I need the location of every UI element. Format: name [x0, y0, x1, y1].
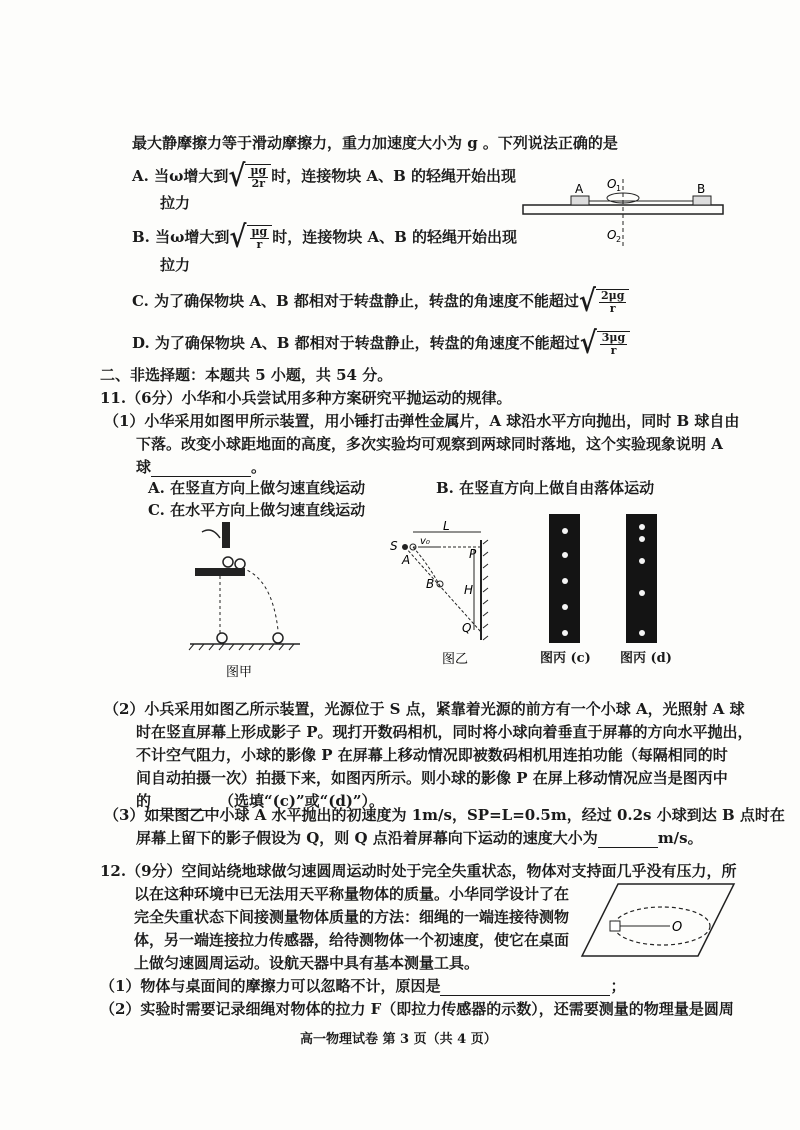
q12-p2: （2）实验时需要记录细绳对物体的拉力 F（即拉力传感器的示数），还需要测量的物理量是圆周 — [100, 1000, 734, 1018]
q11-p3-line1: （3）如果图乙中小球 A 水平抛出的初速度为 1m/s，SP=L=0.5m，经过 0.2s 小球到达 B 点时在 — [104, 806, 785, 824]
q10-option-c: C. 为了确保物块 A、B 都相对于转盘静止，转盘的角速度不能超过 √ $\frac{2\mu g}{r}$ — [132, 289, 629, 315]
block-a — [571, 196, 589, 205]
q11-p2-line5: 的 （选填“(c)”或“(d)”）。 — [136, 792, 385, 810]
dot — [639, 558, 645, 564]
intro-text: 最大静摩擦力等于滑动摩擦力，重力加速度大小为 g 。下列说法正确的是 — [132, 134, 618, 152]
label-o1: O — [607, 177, 617, 191]
label-o1-sub: 1 — [616, 184, 622, 193]
q11-p2-line2: 时在竖直屏幕上形成影子 P。现打开数码相机，同时将小球向着垂直于屏幕的方向水平抛出， — [136, 723, 753, 741]
caption-yi: 图乙 — [442, 652, 469, 667]
strip-d — [626, 514, 657, 643]
label-o2: O — [607, 228, 617, 242]
q12-line2: 以在这种环境中已无法用天平称量物体的质量。小华同学设计了在 — [134, 885, 570, 903]
landed-ball-a — [273, 633, 283, 643]
label-s: S — [390, 539, 398, 553]
turntable-figure — [515, 175, 730, 250]
q10-option-b: B. 当ω增大到 √ $\frac{\mu g}{r}$ 时，连接物块 A、B 的轻绳开始出现 — [132, 220, 518, 256]
section-2-heading: 二、非选择题：本题共 5 小题，共 54 分。 — [100, 366, 393, 384]
q11-p2-line3: 不计空气阻力，小球的影像 P 在屏幕上移动情况即被数码相机用连拍功能（每隔相同的时 — [136, 746, 728, 764]
ball-a — [223, 557, 233, 567]
label-a: A — [575, 182, 584, 196]
label-v0: v₀ — [420, 536, 430, 547]
label-l: L — [443, 520, 450, 533]
strip-c — [549, 514, 580, 643]
q11-p1-line2: 下落。改变小球距地面的高度，多次实验均可观察到两球同时落地，这个实验现象说明 A — [136, 435, 723, 453]
figure-yi — [388, 520, 498, 670]
dot — [562, 604, 568, 610]
landed-ball-b — [217, 633, 227, 643]
dot — [562, 578, 568, 584]
q12-p1: （1）物体与桌面间的摩擦力可以忽略不计，原因是 ； — [100, 977, 626, 995]
q11-p2-line4: 间自动拍摄一次）拍摄下来，如图丙所示。则小球的影像 P 在屏上移动情况应当是图丙中 — [136, 769, 728, 787]
q10-option-d: D. 为了确保物块 A、B 都相对于转盘静止，转盘的角速度不能超过 √ $\frac{3\mu g}{r}$ — [132, 331, 630, 357]
answer-blank-4[interactable] — [440, 979, 610, 996]
q12-line1: 12.（9分）空间站绕地球做匀速圆周运动时处于完全失重状态，物体对支持面几乎没有压力，所 — [100, 862, 737, 880]
screen-hatch — [483, 540, 488, 640]
q11-option-a: A. 在竖直方向上做匀速直线运动 — [148, 479, 366, 497]
label-o2-sub: 2 — [616, 235, 622, 244]
dot — [639, 536, 645, 542]
q11-p3-line2: 屏幕上留下的影子假设为 Q，则 Q 点沿着屏幕向下运动的速度大小为 m/s。 — [136, 829, 703, 847]
q10-option-a-cont: 拉力 — [160, 194, 191, 212]
dot — [639, 630, 645, 636]
figure-jia — [180, 518, 310, 683]
label-q: Q — [462, 621, 472, 635]
caption-c: 图丙 (c) — [540, 651, 591, 666]
q11-p2-line1: （2）小兵采用如图乙所示装置，光源位于 S 点，紧靠着光源的前方有一个小球 A，光照射 A 球 — [104, 700, 745, 718]
label-o: O — [672, 920, 683, 935]
page-footer: 高一物理试卷 第 3 页（共 4 页） — [300, 1032, 497, 1047]
q10-option-a: A. 当ω增大到 √ $\frac{\mu g}{2r}$ 时，连接物块 A、B 的轻绳开始出现 — [132, 159, 516, 195]
dot — [562, 552, 568, 558]
block-b — [693, 196, 711, 205]
metal-plate — [195, 568, 245, 576]
q12-line3: 完全失重状态下间接测量物体质量的方法：细绳的一端连接待测物 — [134, 908, 570, 926]
q11-heading: 11.（6分）小华和小兵尝试用多种方案研究平抛运动的规律。 — [100, 389, 512, 407]
q12-line5: 上做匀速圆周运动。设航天器中具有基本测量工具。 — [134, 954, 480, 972]
dot — [639, 524, 645, 530]
answer-blank-3[interactable] — [598, 831, 658, 848]
hammer-arrow-icon — [202, 530, 220, 538]
parabola-path — [242, 568, 278, 630]
ball-b — [235, 559, 245, 569]
dot — [562, 630, 568, 636]
q11-p1-line1: （1）小华采用如图甲所示装置，用小锤打击弹性金属片，A 球沿水平方向抛出，同时 B 球自由 — [104, 412, 740, 430]
ground-hatch — [189, 644, 294, 650]
q11-option-b: B. 在竖直方向上做自由落体运动 — [436, 479, 655, 497]
q11-option-c: C. 在水平方向上做匀速直线运动 — [148, 501, 366, 519]
q10-option-b-cont: 拉力 — [160, 256, 191, 274]
caption-d: 图丙 (d) — [620, 651, 672, 666]
object — [610, 921, 620, 931]
caption-jia: 图甲 — [226, 665, 253, 680]
answer-blank-1[interactable] — [151, 460, 251, 477]
label-a-yi: A — [402, 553, 411, 567]
circular-motion-figure — [578, 880, 738, 960]
hammer-handle — [222, 522, 230, 548]
label-b-yi: B — [426, 577, 435, 591]
label-b: B — [697, 182, 706, 196]
dot — [562, 528, 568, 534]
q11-p1-line3: 球 。 — [136, 458, 267, 476]
q12-line4: 体，另一端连接拉力传感器，给待测物体一个初速度，使它在桌面 — [134, 931, 570, 949]
label-h: H — [464, 583, 474, 597]
dot — [639, 590, 645, 596]
label-p: P — [469, 547, 477, 561]
